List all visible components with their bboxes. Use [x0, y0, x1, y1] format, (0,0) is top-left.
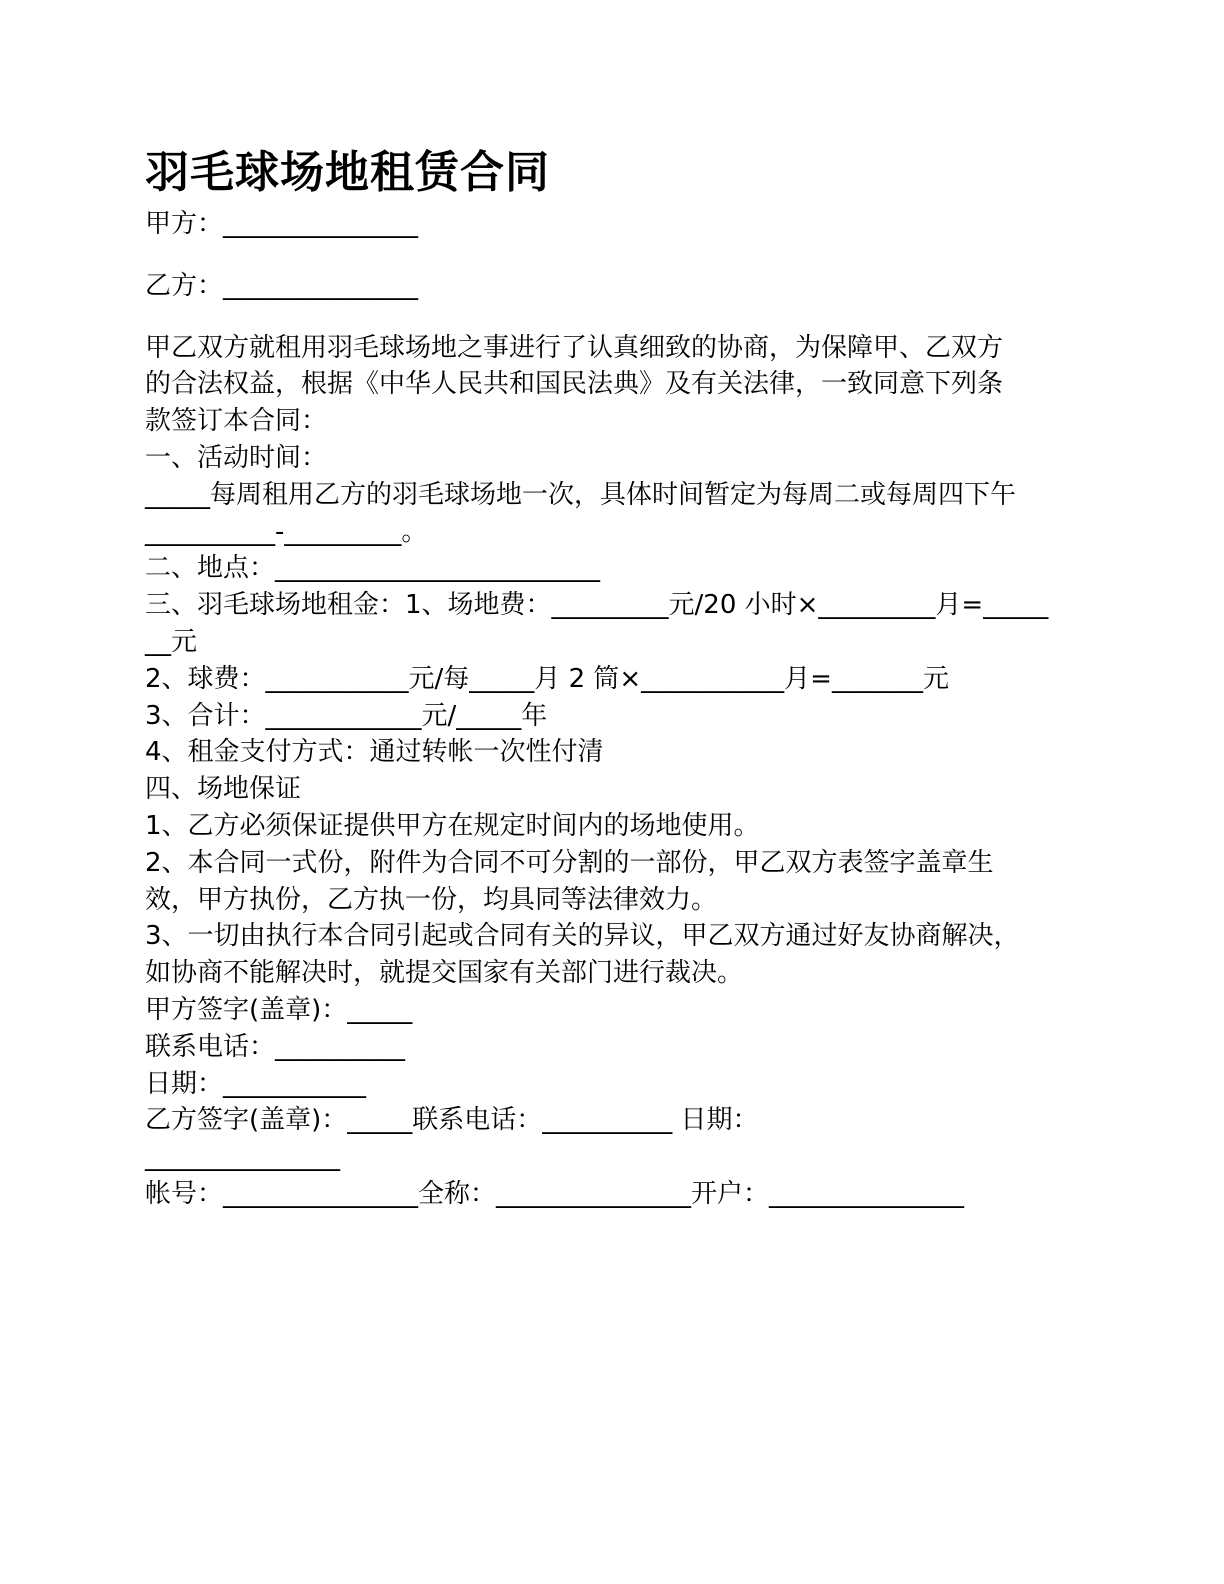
- intro-line: 甲乙双方就租用羽毛球场地之事进行了认真细致的协商，为保障甲、乙双方: [145, 332, 1004, 363]
- time-line: __________-_________。: [145, 516, 428, 547]
- signature-line: 乙方签字(盖章)：_____联系电话：__________ 日期：: [145, 1105, 759, 1136]
- spacer: [145, 243, 1080, 268]
- contract-document: [145, 140, 1080, 1213]
- document-title: 羽毛球场地租赁合同: [145, 147, 550, 198]
- intro-line: 款签订本合同：: [145, 406, 328, 437]
- section-heading-guarantee: 四、场地保证: [145, 774, 302, 805]
- rent-line: 3、合计：____________元/_____年: [145, 700, 548, 731]
- account-line: 帐号：_______________全称：_______________开户：_______________: [145, 1178, 965, 1209]
- section-heading-time: 一、活动时间：: [145, 442, 328, 473]
- signature-line: _______________: [145, 1142, 340, 1173]
- party-b-line: 乙方：_______________: [145, 270, 419, 301]
- section-heading-location: 二、地点：_________________________: [145, 553, 601, 584]
- guarantee-line: 2、本合同一式份，附件为合同不可分割的一部份，甲乙双方表签字盖章生: [145, 847, 994, 878]
- guarantee-line: 3、一切由执行本合同引起或合同有关的异议，甲乙双方通过好友协商解决，: [145, 921, 1020, 952]
- guarantee-line: 效，甲方执份，乙方执一份，均具同等法律效力。: [145, 884, 718, 915]
- guarantee-line: 1、乙方必须保证提供甲方在规定时间内的场地使用。: [145, 810, 760, 841]
- signature-line: 日期：___________: [145, 1068, 367, 1099]
- rent-line: 三、羽毛球场地租金：1、场地费：_________元/20 小时×_________月=_____: [145, 590, 1049, 621]
- time-line: _____每周租用乙方的羽毛球场地一次，具体时间暂定为每周二或每周四下午: [145, 479, 1017, 510]
- guarantee-line: 如协商不能解决时，就提交国家有关部门进行裁决。: [145, 958, 744, 989]
- party-a-line: 甲方：_______________: [145, 209, 419, 239]
- signature-line: 联系电话：__________: [145, 1031, 406, 1062]
- spacer: [145, 305, 1080, 330]
- rent-line: __元: [145, 626, 198, 657]
- rent-line: 4、租金支付方式：通过转帐一次性付清: [145, 737, 604, 768]
- rent-line: 2、球费：___________元/每_____月 2 筒×___________月=_______元: [145, 663, 949, 694]
- signature-line: 甲方签字(盖章)：_____: [145, 994, 413, 1025]
- intro-line: 的合法权益，根据《中华人民共和国民法典》及有关法律，一致同意下列条: [145, 369, 1004, 400]
